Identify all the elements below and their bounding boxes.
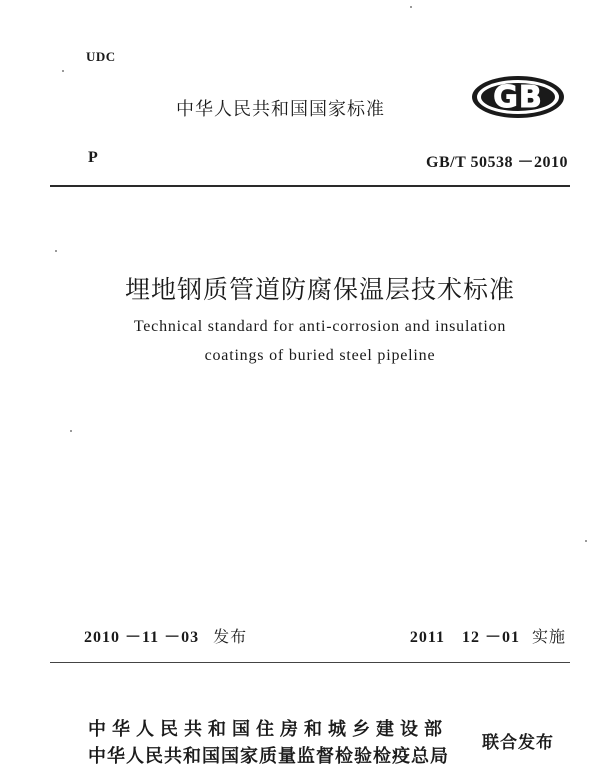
title-chinese: 埋地钢质管道防腐保温层技术标准: [124, 275, 515, 304]
implement-label: 实施: [531, 627, 566, 646]
scan-speck: [55, 250, 57, 252]
footer-divider: [50, 662, 570, 663]
scan-speck: [585, 540, 587, 542]
publisher-line1: 中华人民共和国住房和城乡建设部: [88, 719, 448, 740]
issue-label: 发布: [213, 627, 248, 646]
title-english-line2: coatings of buried steel pipeline: [204, 347, 436, 364]
scan-speck: [70, 430, 72, 432]
standard-number: GB/T 50538 －2010: [426, 154, 568, 171]
scan-speck: [62, 70, 64, 72]
scan-speck: [410, 6, 412, 8]
classification-code: P: [88, 149, 98, 166]
implement-date-block: [410, 624, 566, 647]
gb-logo: [470, 74, 566, 120]
publisher-line2: 中华人民共和国国家质量监督检验检疫总局: [88, 746, 449, 767]
issue-date-block: [84, 624, 247, 647]
udc-label: UDC: [86, 49, 116, 64]
title-english-line1: Technical standard for anti-corrosion and insulation: [133, 318, 507, 335]
implement-date: 2011 12 －01: [409, 629, 520, 646]
issue-date: 2010 －11 －03: [84, 629, 200, 646]
gb-logo-text: GB: [493, 80, 543, 115]
header-divider: [50, 185, 570, 187]
national-standard-heading: 中华人民共和国国家标准: [176, 99, 385, 120]
joint-issue-label: 联合发布: [482, 733, 554, 753]
